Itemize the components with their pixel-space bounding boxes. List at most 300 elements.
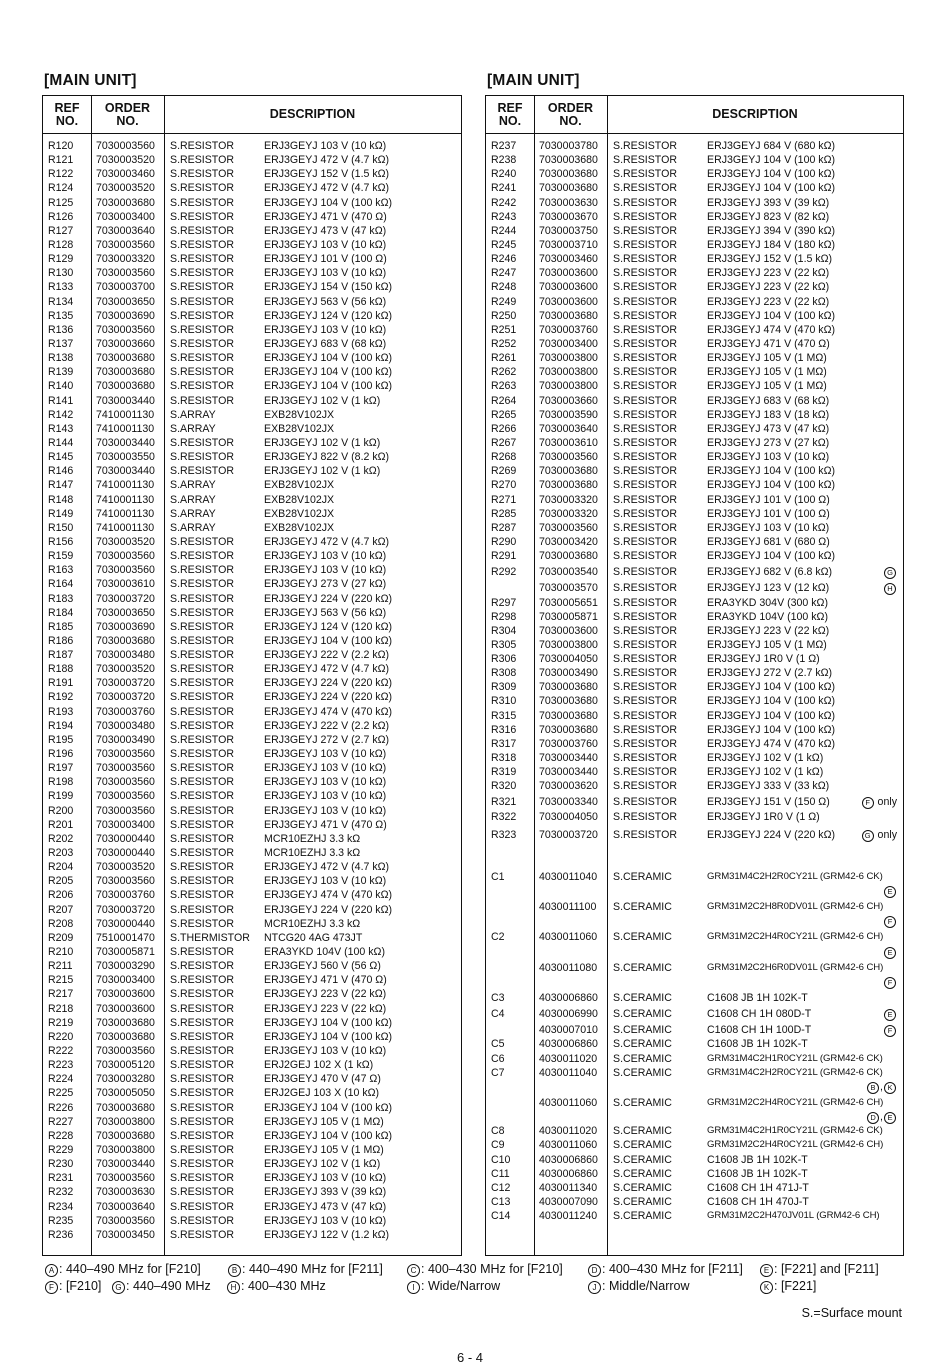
table-row (486, 1096, 903, 1110)
ref-cell: C8 (491, 1125, 505, 1138)
ref-cell: R126 (48, 210, 74, 223)
circled-letter-icon: H (884, 583, 896, 595)
table-row (486, 751, 903, 765)
variant-note-row (486, 1110, 903, 1124)
order-cell: 7030003680 (96, 1129, 155, 1142)
value-cell: ERJ3GEYJ 104 V (100 kΩ) (264, 366, 393, 379)
ref-cell: R163 (48, 564, 74, 577)
order-cell: 7030003460 (96, 168, 155, 181)
table-row (486, 900, 903, 914)
value-cell: ERJ3GEYJ 224 V (220 kΩ) (264, 677, 393, 690)
ref-cell: R318 (491, 752, 517, 765)
type-cell: S.RESISTOR (170, 988, 234, 1001)
legend-item: F : [F210] (44, 1279, 101, 1294)
right-table-body (486, 139, 903, 1223)
value-cell: ERJ3GEYJ 273 V (27 kΩ) (264, 578, 387, 591)
circled-letter-icon: G (862, 830, 874, 842)
value-cell: GRM31M4C2H2R0CY21L (GRM42-6 CK) (707, 1066, 883, 1078)
ref-cell: R230 (48, 1158, 74, 1171)
table-row (486, 1167, 903, 1181)
ref-cell: R245 (491, 238, 517, 251)
ref-cell: C10 (491, 1153, 511, 1166)
order-cell: 7030003680 (96, 380, 155, 393)
table-row (43, 379, 461, 393)
table-row (43, 1016, 461, 1030)
value-cell: ERJ3GEYJ 104 V (100 kΩ) (264, 1016, 393, 1029)
table-row (43, 775, 461, 789)
table-row (486, 680, 903, 694)
order-cell: 7030003680 (539, 695, 598, 708)
value-cell: ERJ3GEYJ 223 V (22 kΩ) (264, 1002, 387, 1015)
type-cell: S.RESISTOR (613, 737, 677, 750)
type-cell: S.ARRAY (170, 479, 216, 492)
ref-cell: R187 (48, 649, 74, 662)
value-cell: ERJ3GEYJ 1R0 V (1 Ω) (707, 653, 820, 666)
ref-cell: R150 (48, 521, 74, 534)
order-cell: 4030007010 (539, 1024, 598, 1037)
value-cell: ERJ3GEYJ 104 V (100 kΩ) (707, 550, 836, 563)
table-row (43, 1157, 461, 1171)
value-cell: C1608 CH 1H 100D-T (707, 1024, 812, 1037)
table-row (43, 1058, 461, 1072)
order-cell: 7030003800 (539, 352, 598, 365)
table-row (486, 266, 903, 280)
table-row (486, 422, 903, 436)
ref-cell: R225 (48, 1087, 74, 1100)
ref-cell: R268 (491, 451, 517, 464)
table-row (43, 733, 461, 747)
table-row (486, 1066, 903, 1080)
table-row (486, 828, 903, 842)
table-row (43, 832, 461, 846)
order-cell: 7030003720 (539, 828, 598, 841)
type-cell: S.ARRAY (170, 493, 216, 506)
table-row (486, 167, 903, 181)
order-cell: 7030003560 (96, 1045, 155, 1057)
value-cell: ERJ3GEYJ 104 V (100 kΩ) (264, 380, 393, 393)
value-cell: ERJ3GEYJ 104 V (100 kΩ) (707, 465, 836, 478)
ref-cell: R138 (48, 352, 74, 365)
variant-note: F only (861, 795, 897, 809)
value-cell: ERJ3GEYJ 223 V (22 kΩ) (707, 281, 830, 294)
value-cell: ERJ3GEYJ 104 V (100 kΩ) (707, 695, 836, 708)
table-row (486, 596, 903, 610)
type-cell: S.RESISTOR (170, 592, 234, 605)
ref-cell: R139 (48, 366, 74, 379)
circled-letter-icon: G (884, 567, 896, 579)
legend-item: C : 400–430 MHz for [F210] (406, 1262, 563, 1277)
table-row (486, 694, 903, 708)
order-cell: 7030003620 (539, 780, 598, 793)
value-cell: ERJ3GEYJ 102 V (1 kΩ) (264, 1158, 381, 1171)
type-cell: S.RESISTOR (170, 210, 234, 223)
table-row (486, 323, 903, 337)
type-cell: S.RESISTOR (613, 267, 677, 280)
table-row (43, 1214, 461, 1228)
page-number: 6 - 4 (457, 1350, 484, 1365)
legend-item: G : 440–490 MHz (111, 1279, 211, 1294)
table-row (486, 666, 903, 680)
type-cell: S.CERAMIC (613, 1195, 672, 1208)
ref-cell: R285 (491, 507, 517, 520)
ref-cell: R243 (491, 210, 517, 223)
ref-cell: R235 (48, 1214, 74, 1227)
table-row (43, 365, 461, 379)
type-cell: S.RESISTOR (170, 818, 234, 831)
order-cell: 4030011060 (539, 931, 598, 944)
value-cell: ERJ3GEYJ 474 V (470 kΩ) (707, 737, 836, 750)
type-cell: S.RESISTOR (613, 465, 677, 478)
table-row (486, 450, 903, 464)
ref-cell: R215 (48, 974, 74, 987)
value-cell: ERJ3GEYJ 104 V (100 kΩ) (264, 1101, 393, 1114)
order-cell: 7030003680 (96, 1016, 155, 1029)
table-row (43, 987, 461, 1001)
value-cell: ERJ3GEYJ 104 V (100 kΩ) (707, 681, 836, 694)
ref-cell: R304 (491, 624, 517, 637)
row-spacer (486, 842, 903, 870)
ref-cell: R231 (48, 1172, 74, 1185)
order-cell: 7030003340 (539, 796, 598, 809)
value-cell: ERJ2GEJ 103 X (10 kΩ) (264, 1087, 380, 1100)
legend-item: E : [F221] and [F211] (759, 1262, 879, 1277)
type-cell: S.RESISTOR (613, 422, 677, 435)
variant-note: D , E (866, 1110, 897, 1124)
legend-item: J : Middle/Narrow (587, 1279, 690, 1294)
type-cell: S.RESISTOR (613, 681, 677, 694)
value-cell: ERJ3GEYJ 103 V (10 kΩ) (264, 875, 387, 888)
type-cell: S.RESISTOR (170, 1200, 234, 1213)
value-cell: EXB28V102JX (264, 493, 335, 506)
order-cell: 7030003560 (96, 804, 155, 817)
table-row (43, 705, 461, 719)
ref-cell: R142 (48, 408, 74, 421)
order-cell: 7030003520 (96, 861, 155, 874)
type-cell: S.RESISTOR (613, 253, 677, 266)
value-cell: ERJ3GEYJ 224 V (220 kΩ) (264, 592, 393, 605)
table-row (486, 408, 903, 422)
value-cell: ERJ3GEYJ 103 V (10 kΩ) (264, 564, 387, 577)
type-cell: S.RESISTOR (170, 974, 234, 987)
ref-cell: R251 (491, 323, 517, 336)
table-row (486, 1037, 903, 1051)
value-cell: ERJ3GEYJ 681 V (680 Ω) (707, 535, 830, 548)
ref-cell: R193 (48, 705, 74, 718)
variant-note (883, 884, 897, 898)
type-cell: S.RESISTOR (613, 337, 677, 350)
table-row (43, 917, 461, 931)
value-cell: GRM31M2C2H6R0DV01L (GRM42-6 CH) (707, 961, 884, 973)
value-cell: ERJ3GEYJ 103 V (10 kΩ) (264, 776, 387, 789)
value-cell: ERJ3GEYJ 183 V (18 kΩ) (707, 408, 830, 421)
value-cell: ERJ3GEYJ 103 V (10 kΩ) (264, 1214, 387, 1227)
legend-item: A : 440–490 MHz for [F210] (44, 1262, 201, 1277)
value-cell: ERJ3GEYJ 472 V (4.7 kΩ) (264, 154, 390, 167)
circled-letter-icon: E (884, 947, 896, 959)
circled-letter-icon: F (884, 1025, 896, 1037)
order-cell: 7030003650 (96, 295, 155, 308)
table-row (43, 1002, 461, 1016)
value-cell: ERJ3GEYJ 103 V (10 kΩ) (264, 1172, 387, 1185)
type-cell: S.CERAMIC (613, 992, 672, 1005)
circled-letter-icon: G (112, 1281, 125, 1294)
type-cell: S.RESISTOR (613, 507, 677, 520)
value-cell: ERJ3GEYJ 393 V (39 kΩ) (264, 1186, 387, 1199)
type-cell: S.RESISTOR (170, 1115, 234, 1128)
circled-letter-icon: I (407, 1281, 420, 1294)
value-cell: ERJ3GEYJ 102 V (1 kΩ) (264, 465, 381, 478)
table-row (43, 1044, 461, 1058)
type-cell: S.CERAMIC (613, 1125, 672, 1138)
ref-cell: R208 (48, 917, 74, 930)
value-cell: ERJ3GEYJ 472 V (4.7 kΩ) (264, 861, 390, 874)
variant-note-row (486, 945, 903, 959)
ref-cell: R219 (48, 1016, 74, 1029)
variant-note-row (486, 884, 903, 898)
legend-item: D : 400–430 MHz for [F211] (587, 1262, 743, 1277)
table-header (43, 96, 461, 134)
value-cell: ERJ3GEYJ 224 V (220 kΩ) (264, 903, 393, 916)
table-row (43, 1086, 461, 1100)
type-cell: S.RESISTOR (170, 917, 234, 930)
table-row (43, 549, 461, 563)
ref-cell: R241 (491, 182, 517, 195)
value-cell: ERJ3GEYJ 471 V (470 Ω) (264, 974, 387, 987)
order-cell: 7030005651 (539, 596, 598, 609)
type-cell: S.RESISTOR (613, 667, 677, 680)
ref-cell: R298 (491, 610, 517, 623)
circled-letter-icon: D (588, 1264, 601, 1277)
ref-cell: R229 (48, 1143, 74, 1156)
ref-cell: R265 (491, 408, 517, 421)
table-row (43, 210, 461, 224)
ref-cell: R217 (48, 988, 74, 1001)
order-cell: 7030003560 (96, 267, 155, 280)
order-cell: 7030003680 (96, 352, 155, 365)
order-cell: 7030003720 (96, 592, 155, 605)
type-cell: S.RESISTOR (170, 1030, 234, 1043)
ref-cell: C11 (491, 1167, 510, 1180)
ref-cell: R270 (491, 479, 517, 492)
ref-cell: R159 (48, 550, 74, 563)
order-cell: 7030003560 (96, 323, 155, 336)
table-row (486, 991, 903, 1005)
value-cell: GRM31M2C2H4R0CY21L (GRM42-6 CH) (707, 931, 884, 943)
value-cell: ERJ3GEYJ 471 V (470 Ω) (264, 818, 387, 831)
table-row (486, 1153, 903, 1167)
table-row (43, 789, 461, 803)
variant-note (883, 565, 897, 579)
table-row (43, 252, 461, 266)
order-cell: 7410001130 (96, 521, 155, 534)
value-cell: ERJ3GEYJ 224 V (220 kΩ) (707, 828, 836, 841)
order-cell: 7030003400 (96, 210, 155, 223)
ref-cell: R128 (48, 238, 74, 251)
order-cell: 4030011020 (539, 1125, 598, 1138)
ref-cell: R209 (48, 931, 74, 944)
ref-cell: R202 (48, 832, 74, 845)
type-cell: S.RESISTOR (613, 709, 677, 722)
value-cell: ERJ3GEYJ 103 V (10 kΩ) (264, 804, 387, 817)
order-cell: 7030003630 (96, 1186, 155, 1199)
order-cell: 7030003440 (96, 394, 155, 407)
type-cell: S.CERAMIC (613, 1052, 672, 1065)
table-row (486, 210, 903, 224)
type-cell: S.RESISTOR (613, 828, 677, 841)
table-row (486, 565, 903, 579)
order-cell: 7030003590 (539, 408, 598, 421)
table-row (43, 266, 461, 280)
type-cell: S.RESISTOR (170, 168, 234, 181)
table-row (43, 408, 461, 422)
type-cell: S.RESISTOR (170, 238, 234, 251)
type-cell: S.RESISTOR (170, 649, 234, 662)
variant-note-row (486, 975, 903, 989)
order-cell: 7030003680 (96, 634, 155, 647)
type-cell: S.RESISTOR (613, 550, 677, 563)
order-cell: 7030003800 (539, 380, 598, 393)
order-cell: 7030003600 (96, 1002, 155, 1015)
type-cell: S.RESISTOR (170, 733, 234, 746)
order-cell: 7030003760 (539, 737, 598, 750)
table-row (486, 870, 903, 884)
circled-letter-icon: F (45, 1281, 58, 1294)
ref-cell: C5 (491, 1038, 505, 1051)
ref-cell: R287 (491, 521, 517, 534)
value-cell: ERJ3GEYJ 104 V (100 kΩ) (264, 196, 393, 209)
value-cell: ERJ3GEYJ 102 V (1 kΩ) (264, 436, 381, 449)
order-cell: 7030003680 (96, 1030, 155, 1043)
ref-cell: R269 (491, 465, 517, 478)
ref-cell: R140 (48, 380, 74, 393)
table-row (43, 1030, 461, 1044)
value-cell: ERA3YKD 104V (100 kΩ) (707, 610, 828, 623)
type-cell: S.RESISTOR (170, 677, 234, 690)
type-cell: S.RESISTOR (170, 847, 234, 860)
table-row (486, 1181, 903, 1195)
type-cell: S.RESISTOR (170, 719, 234, 732)
ref-cell: R248 (491, 281, 517, 294)
order-cell: 7030003440 (96, 436, 155, 449)
type-cell: S.RESISTOR (170, 634, 234, 647)
order-cell: 7030003400 (96, 818, 155, 831)
table-row (486, 1052, 903, 1066)
type-cell: S.CERAMIC (613, 961, 672, 974)
order-cell: 7030003680 (539, 182, 598, 195)
ref-cell: R134 (48, 295, 74, 308)
value-cell: ERJ3GEYJ 123 V (12 kΩ) (707, 582, 830, 595)
type-cell: S.RESISTOR (613, 535, 677, 548)
type-cell: S.RESISTOR (170, 1016, 234, 1029)
ref-cell: R238 (491, 154, 517, 167)
circled-letter-icon: K (760, 1281, 773, 1294)
table-row (43, 521, 461, 535)
table-row (43, 818, 461, 832)
value-cell: ERJ3GEYJ 103 V (10 kΩ) (264, 267, 387, 280)
order-cell: 7030003560 (539, 521, 598, 534)
table-row (43, 959, 461, 973)
order-cell: 7030003800 (96, 1143, 155, 1156)
circled-letter-icon: H (227, 1281, 240, 1294)
order-cell: 7030003570 (539, 582, 598, 595)
value-cell: ERJ3GEYJ 471 V (470 Ω) (707, 337, 830, 350)
order-cell: 7030003560 (96, 550, 155, 563)
order-cell: 4030011060 (539, 1139, 598, 1152)
order-cell: 7030003560 (96, 790, 155, 803)
value-cell: ERJ3GEYJ 124 V (120 kΩ) (264, 620, 393, 633)
order-cell: 7030005871 (96, 946, 155, 959)
type-cell: S.CERAMIC (613, 1210, 672, 1223)
ref-cell: R186 (48, 634, 74, 647)
value-cell: ERJ3GEYJ 105 V (1 MΩ) (264, 1115, 384, 1128)
table-row (43, 761, 461, 775)
order-cell: 7030003320 (539, 507, 598, 520)
type-cell: S.RESISTOR (170, 366, 234, 379)
table-row (43, 1129, 461, 1143)
type-cell: S.RESISTOR (170, 140, 234, 152)
value-cell: ERJ3GEYJ 563 V (56 kΩ) (264, 606, 387, 619)
table-row (486, 1023, 903, 1037)
table-row (486, 1007, 903, 1021)
value-cell: ERJ3GEYJ 223 V (22 kΩ) (707, 267, 830, 280)
order-cell: 7030003490 (539, 667, 598, 680)
type-cell: S.RESISTOR (170, 889, 234, 902)
order-cell: 7030003680 (539, 550, 598, 563)
value-cell: ERJ3GEYJ 101 V (100 Ω) (264, 253, 387, 266)
type-cell: S.CERAMIC (613, 1066, 672, 1079)
ref-cell: R149 (48, 507, 74, 520)
type-cell: S.CERAMIC (613, 931, 672, 944)
value-cell: ERJ3GEYJ 103 V (10 kΩ) (264, 762, 387, 775)
ref-cell: R148 (48, 493, 74, 506)
type-cell: S.CERAMIC (613, 1008, 672, 1021)
order-cell: 4030011100 (539, 901, 597, 914)
table-row (486, 238, 903, 252)
table-row (43, 1143, 461, 1157)
order-cell: 7030003560 (96, 875, 155, 888)
circled-letter-icon: D (867, 1112, 879, 1124)
type-cell: S.RESISTOR (613, 210, 677, 223)
ref-cell: R236 (48, 1228, 74, 1241)
ref-cell: R267 (491, 436, 517, 449)
ref-cell: C4 (491, 1008, 505, 1021)
header-order-no: ORDER NO. (534, 96, 608, 133)
order-cell: 7410001130 (96, 507, 155, 520)
type-cell: S.RESISTOR (613, 238, 677, 251)
table-row (486, 521, 903, 535)
value-cell: EXB28V102JX (264, 521, 335, 534)
value-cell: ERA3YKD 104V (100 kΩ) (264, 946, 385, 959)
value-cell: ERJ3GEYJ 560 V (56 Ω) (264, 960, 381, 973)
order-cell: 7030003670 (539, 210, 598, 223)
value-cell: ERJ3GEYJ 101 V (100 Ω) (707, 493, 830, 506)
type-cell: S.RESISTOR (170, 776, 234, 789)
ref-cell: R185 (48, 620, 74, 633)
order-cell: 7030003680 (539, 168, 598, 181)
order-cell: 7030003720 (96, 677, 155, 690)
ref-cell: R188 (48, 663, 74, 676)
value-cell: ERJ3GEYJ 103 V (10 kΩ) (264, 790, 387, 803)
order-cell: 7030003680 (96, 366, 155, 379)
table-row (43, 747, 461, 761)
ref-cell: R224 (48, 1073, 74, 1086)
table-row (43, 1200, 461, 1214)
table-row (486, 709, 903, 723)
ref-cell: R244 (491, 224, 517, 237)
type-cell: S.ARRAY (170, 507, 216, 520)
order-cell: 7030003560 (96, 1172, 155, 1185)
order-cell: 4030006990 (539, 1008, 598, 1021)
